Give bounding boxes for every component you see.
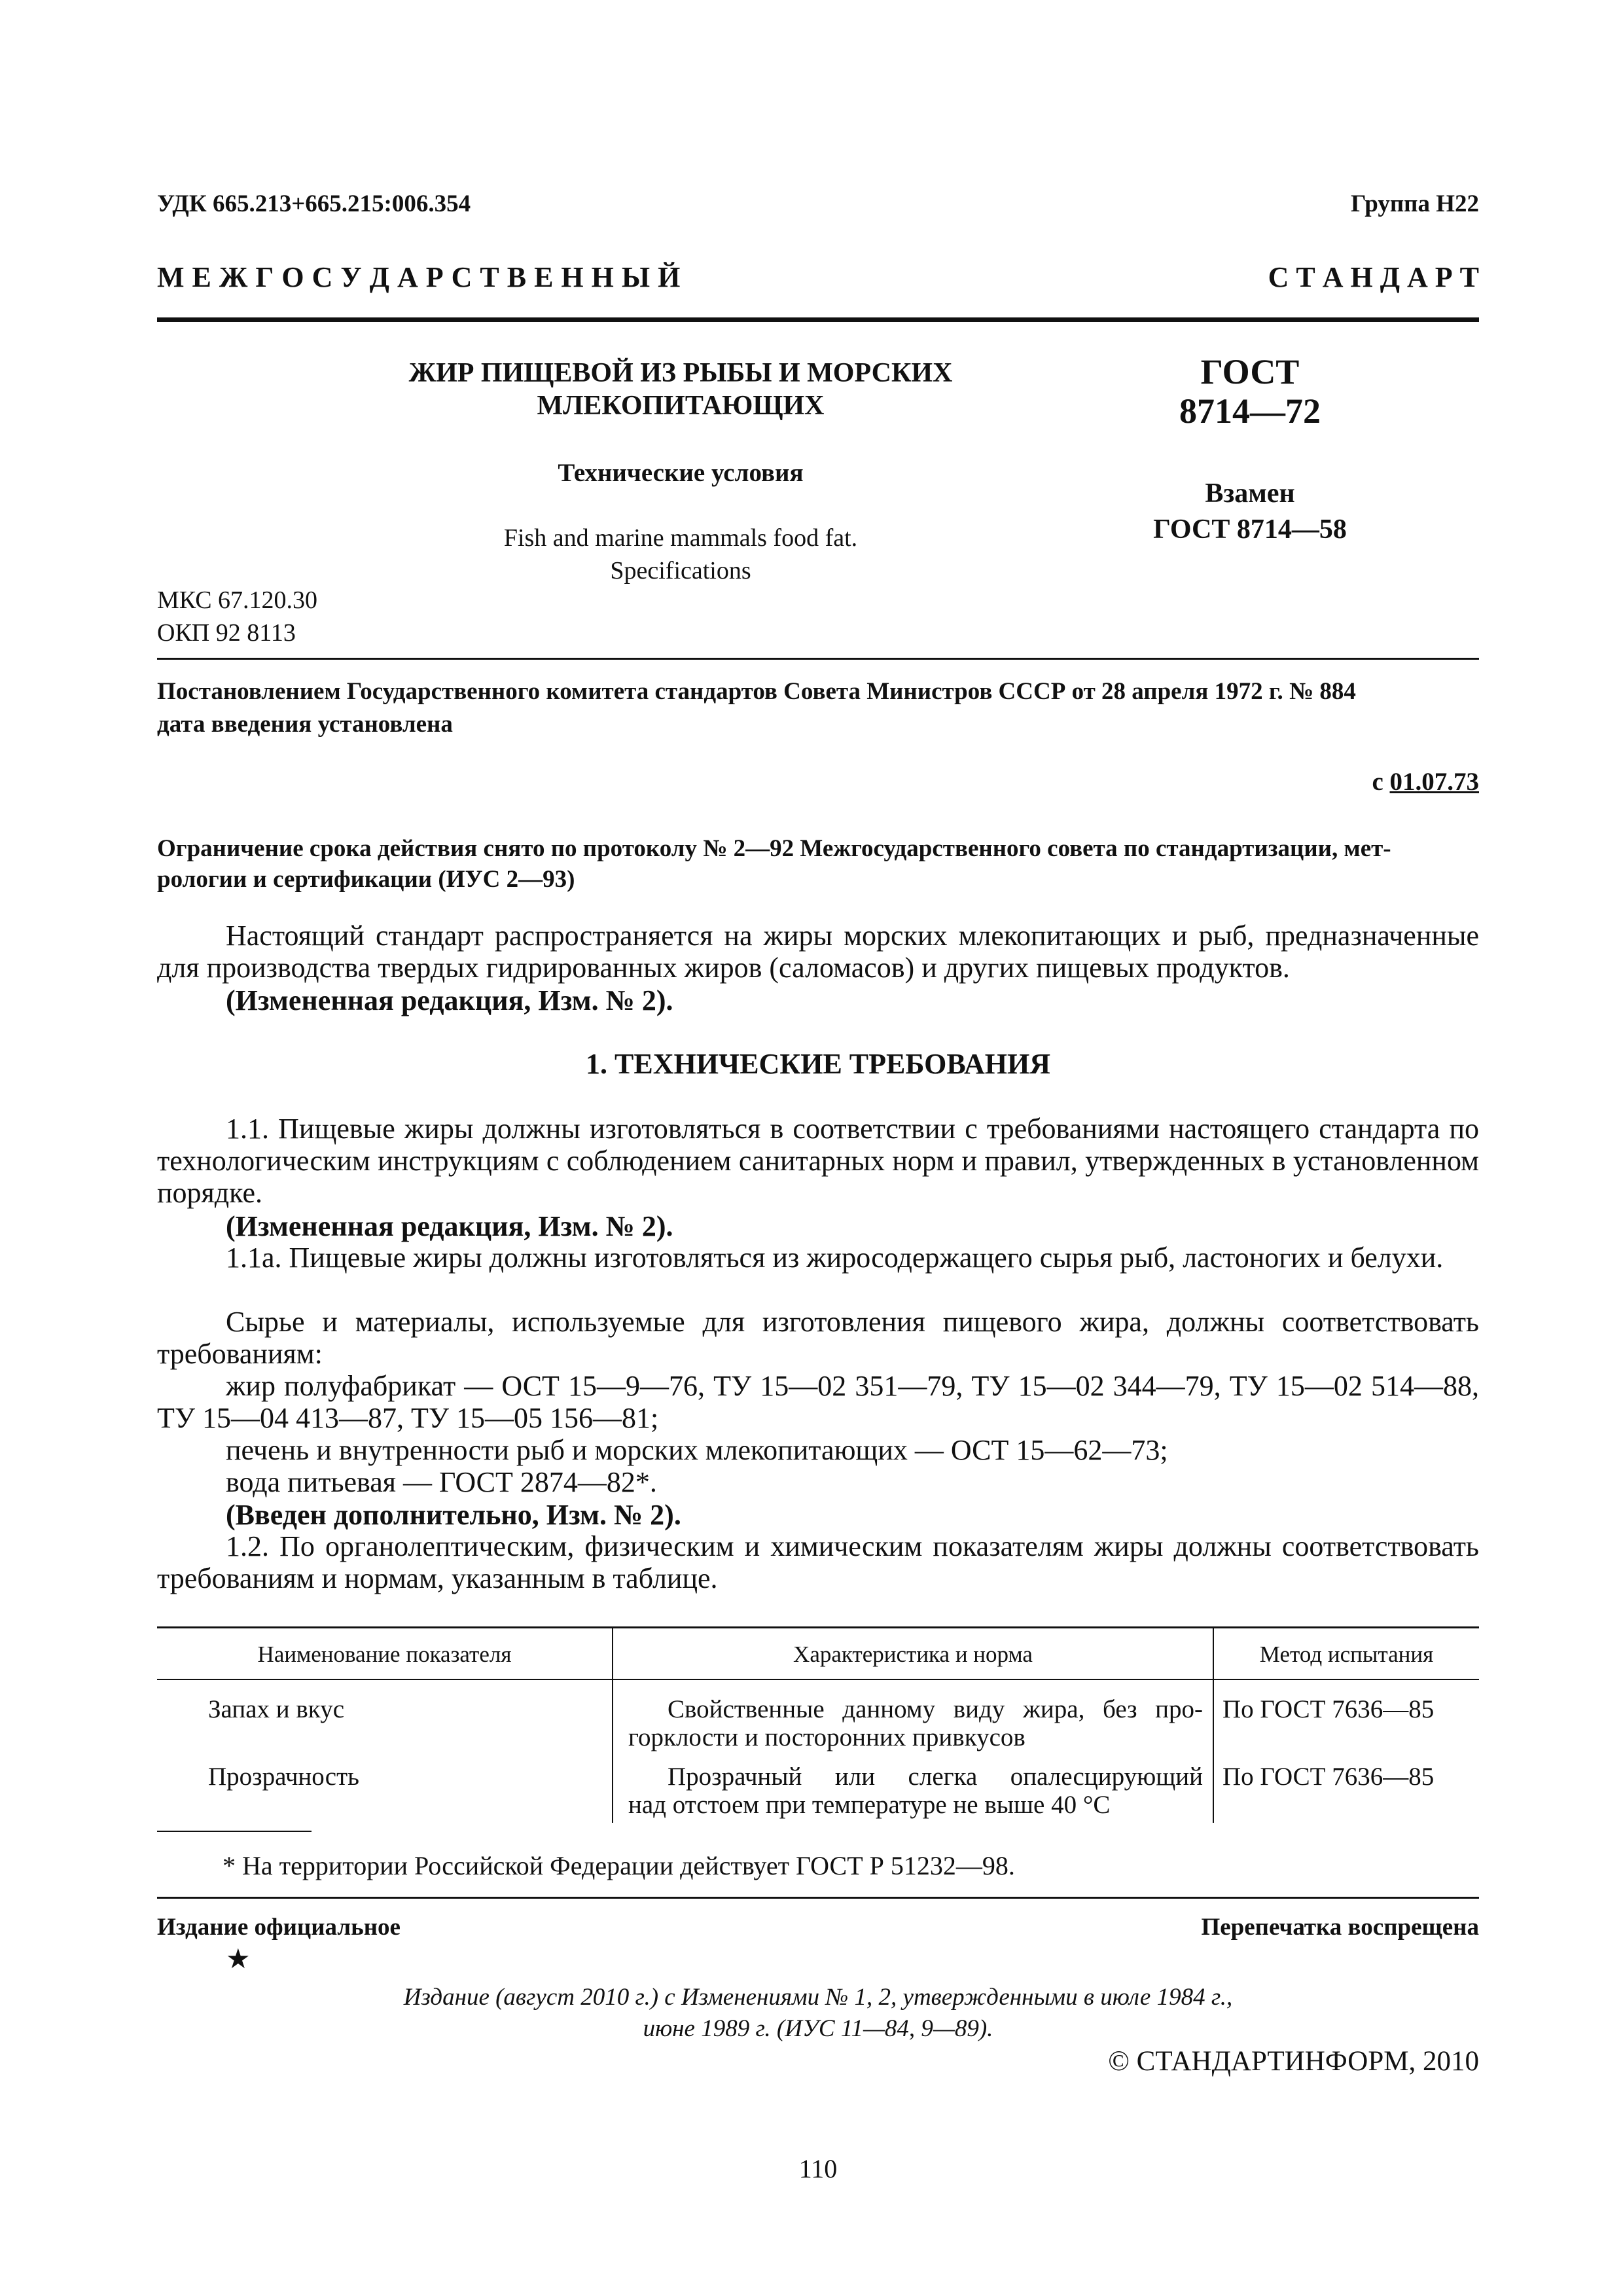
footnote-rule — [157, 1831, 312, 1832]
star-icon: ★ — [226, 1945, 251, 1975]
footer-rule — [157, 1897, 1479, 1899]
gost-number: 8714—72 — [1179, 391, 1321, 431]
gost-label: ГОСТ — [1200, 352, 1300, 391]
table-top-rule — [157, 1626, 1479, 1628]
limitation-line1: Ограничение срока действия снято по протоколу № 2—92 Межгосударственного совета по стандартизации, мет- — [157, 835, 1391, 862]
edition-info-line2: июне 1989 г. (ИУС 11—84, 9—89). — [643, 2015, 993, 2042]
table-row-1-method: По ГОСТ 7636—85 — [1222, 1695, 1435, 1723]
limitation-line2: рологии и сертификации (ИУС 2—93) — [157, 866, 575, 893]
effective-date-value: 01.07.73 — [1389, 768, 1479, 796]
doc-title-line1: ЖИР ПИЩЕВОЙ ИЗ РЫБЫ И МОРСКИХ — [408, 358, 953, 388]
english-title-line2: Specifications — [610, 557, 751, 584]
replaces-label: Взамен — [1205, 478, 1295, 509]
replaces-gost: ГОСТ 8714—58 — [1153, 514, 1347, 545]
interstate-label: М Е Ж Г О С У Д А Р С Т В Е Н Н Ы Й — [157, 261, 681, 293]
reprint-prohibited-label: Перепечатка воспрещена — [1201, 1914, 1479, 1941]
doc-subtitle: Технические условия — [558, 459, 804, 487]
table-header-name: Наименование показателя — [257, 1641, 512, 1667]
clause-1-2: 1.2. По органолептическим, физическим и химическим показателям жиры должны соответствовать требованиям и нормам, указанным в таблице. — [157, 1530, 1479, 1594]
footnote: * На территории Российской Федерации действует ГОСТ Р 51232—98. — [223, 1851, 1015, 1880]
table-row-2-name: Прозрачность — [208, 1763, 359, 1791]
standard-label: С Т А Н Д А Р Т — [1268, 261, 1479, 293]
table-header-method: Метод испытания — [1259, 1641, 1434, 1667]
english-title-line1: Fish and marine mammals food fat. — [503, 524, 858, 552]
copyright: © СТАНДАРТИНФОРМ, 2010 — [1108, 2046, 1479, 2077]
title-rule — [157, 658, 1479, 660]
clause-1-1: 1.1. Пищевые жиры должны изготовляться в соответствии с требованиями настоящего стандарта по технологическим инструкциям с соблюдением санитарных норм и правил, утвержденных в установленном порядке. — [157, 1113, 1479, 1209]
table-row-2-norm-line2: над отстоем при температуре не выше 40 °С — [628, 1791, 1111, 1819]
semi-product-paragraph: жир полуфабрикат — ОСТ 15—9—76, ТУ 15—02 351—79, ТУ 15—02 344—79, ТУ 15—02 514—88, ТУ 15—04 413—87, ТУ 15—05 156—81; — [157, 1370, 1479, 1434]
table-row-2-method: По ГОСТ 7636—85 — [1222, 1763, 1435, 1791]
table-row-2-norm-line1: Прозрачный или слегка опалесцирующий — [668, 1763, 1203, 1791]
table-row-1-name: Запах и вкус — [208, 1695, 345, 1723]
header-rule — [157, 317, 1479, 322]
doc-title-line2: МЛЕКОПИТАЮЩИХ — [537, 391, 825, 421]
clause-1-1-amendment: (Измененная редакция, Изм. № 2). — [226, 1210, 673, 1242]
mks-code: МКС 67.120.30 — [157, 586, 318, 614]
water-paragraph: вода питьевая — ГОСТ 2874—82*. — [226, 1466, 657, 1498]
decree-line2: дата введения установлена — [157, 711, 453, 738]
added-amendment: (Введен дополнительно, Изм. № 2). — [226, 1499, 681, 1531]
group-code: Группа Н22 — [1351, 190, 1479, 217]
official-edition-label: Издание официальное — [157, 1914, 401, 1941]
page-number: 110 — [798, 2154, 838, 2183]
table-header-rule — [157, 1679, 1479, 1680]
liver-paragraph: печень и внутренности рыб и морских млекопитающих — ОСТ 15—62—73; — [226, 1434, 1168, 1466]
raw-materials-paragraph: Сырье и материалы, используемые для изготовления пищевого жира, должны соответствовать требованиям: — [157, 1306, 1479, 1370]
effective-date — [1217, 767, 1479, 797]
udk-code: УДК 665.213+665.215:006.354 — [157, 190, 471, 217]
intro-amendment: (Измененная редакция, Изм. № 2). — [226, 984, 673, 1016]
edition-info-line1: Издание (август 2010 г.) с Изменениями № 1, 2, утвержденными в июле 1984 г., — [403, 1984, 1233, 2011]
effective-date-prefix: с — [1372, 768, 1390, 796]
section-heading: 1. ТЕХНИЧЕСКИЕ ТРЕБОВАНИЯ — [586, 1048, 1050, 1080]
table-row-1-norm-line1: Свойственные данному виду жира, без про- — [668, 1695, 1203, 1723]
okp-code: ОКП 92 8113 — [157, 619, 296, 647]
decree-line1: Постановлением Государственного комитета стандартов Совета Министров СССР от 28 апреля 1972 г. № 884 — [157, 678, 1356, 705]
intro-paragraph: Настоящий стандарт распространяется на жиры морских млекопитающих и рыб, предназначенные для производства твердых гидрированных жиров (саломасов) и других пищевых продуктов. — [157, 920, 1479, 984]
table-header-norm: Характеристика и норма — [793, 1641, 1033, 1667]
table-row-1-norm-line2: горклости и посторонних привкусов — [628, 1723, 1026, 1751]
clause-1-1a: 1.1а. Пищевые жиры должны изготовляться из жиросодержащего сырья рыб, ластоногих и белухи. — [226, 1242, 1444, 1274]
